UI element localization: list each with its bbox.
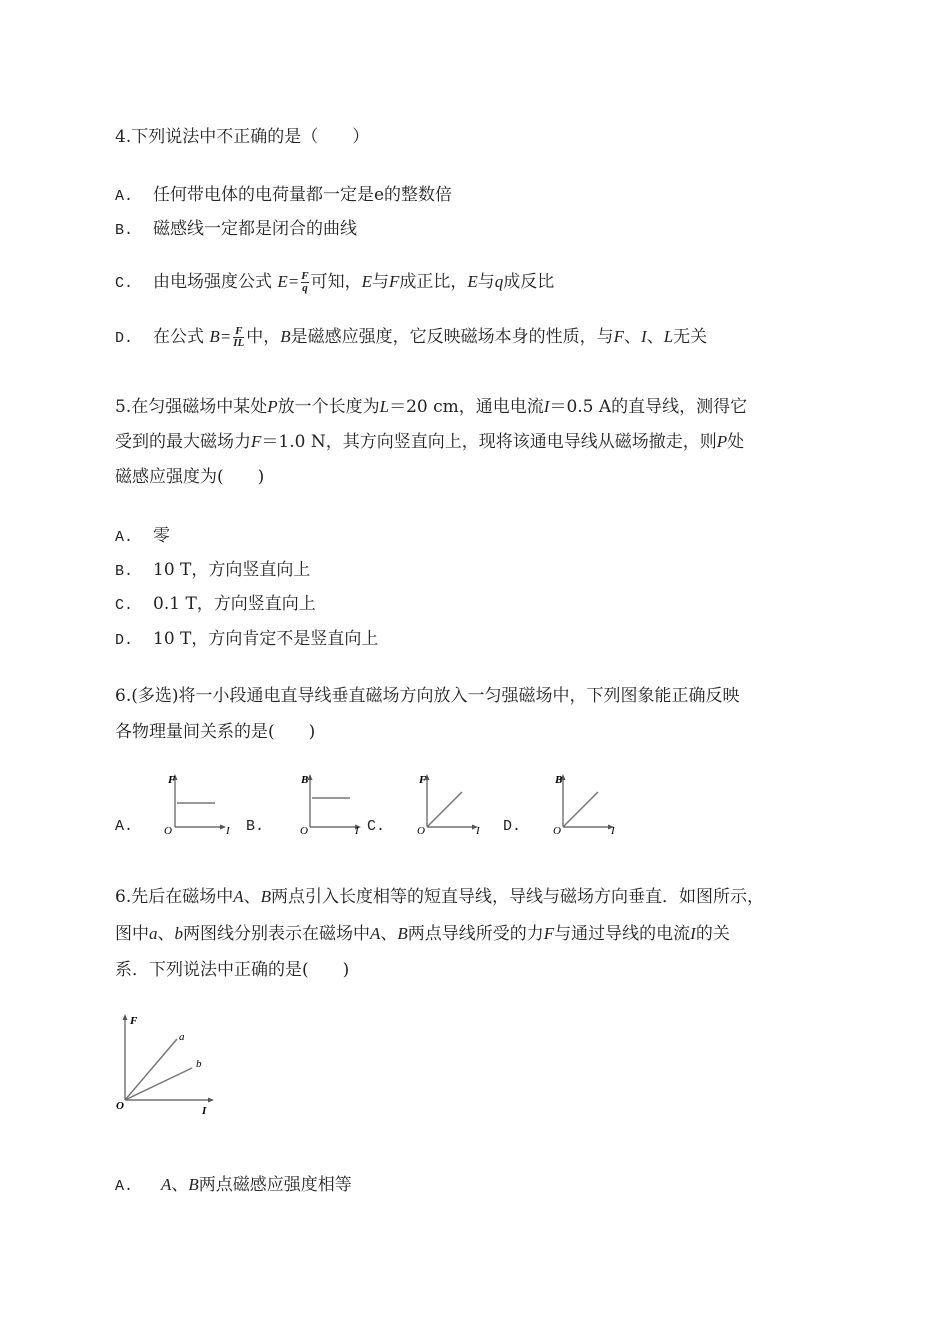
graph-a-x-label: I xyxy=(226,825,230,837)
q5-option-a xyxy=(115,524,170,550)
graph-b-y-label: B xyxy=(301,774,309,786)
option-letter: A. xyxy=(115,1178,134,1195)
q4-option-d: D. 在公式 B= $\frac{F}{IL}$ 中，B是磁感应强度，它反映磁场本身的性质，与F、I、L无关 xyxy=(115,325,708,349)
fraction-f-over-q: $\frac{F}{q}$ xyxy=(301,270,309,294)
option-text: 10 T，方向竖直向上 xyxy=(153,560,311,580)
graph-c xyxy=(412,770,492,840)
graph-line-a xyxy=(125,1039,177,1100)
q4-option-b xyxy=(115,217,357,243)
q4-option-a xyxy=(115,183,452,209)
graph-d-x-label: I xyxy=(611,825,615,837)
q5-stem-line2: 受到的最大磁场力F＝1.0 N，其方向竖直向上，现将该通电导线从磁场撤走，则P处 xyxy=(115,432,745,452)
option-text: 10 T，方向肯定不是竖直向上 xyxy=(153,629,379,649)
graph-x-label: I xyxy=(202,1105,207,1117)
q6a-stem-line1: 6.(多选)将一小段通电直导线垂直磁场方向放入一匀强磁场中，下列图象能正确反映 xyxy=(115,686,740,706)
graph-d-origin-label: O xyxy=(553,825,561,837)
formula-lhs: E= xyxy=(277,272,300,291)
option-letter: D. xyxy=(115,330,134,347)
q5-stem-line1: 5.在匀强磁场中某处P放一个长度为L＝20 cm，通电电流I＝0.5 A的直导线，测得它 xyxy=(115,397,748,417)
graph-line-b xyxy=(125,1068,192,1100)
graph-line-a-label: a xyxy=(179,1031,185,1043)
graph-origin-label: O xyxy=(116,1100,124,1112)
graph-a xyxy=(160,770,240,840)
graph-d xyxy=(548,770,628,840)
option-letter: B. xyxy=(115,222,134,239)
graph-line xyxy=(563,792,598,827)
graph-b-x-label: I xyxy=(355,825,359,837)
q6a-letter-a: A. xyxy=(115,818,134,835)
graph-c-y-label: F xyxy=(419,774,427,786)
option-letter: A. xyxy=(115,529,134,546)
q6a-letter-d: D. xyxy=(503,818,522,835)
q6a-letter-c: C. xyxy=(367,818,386,835)
q5-option-d xyxy=(115,627,378,653)
option-letter: B. xyxy=(115,563,134,580)
graph-b xyxy=(295,770,375,840)
option-text: 任何带电体的电荷量都一定是e的整数倍 xyxy=(153,185,453,205)
q5-option-c xyxy=(115,592,316,618)
text: 在公式 xyxy=(153,327,204,347)
graph-b-origin-label: O xyxy=(300,825,308,837)
graph-c-x-label: I xyxy=(476,825,480,837)
formula-lhs: B= xyxy=(209,327,232,346)
option-letter: A. xyxy=(115,188,134,205)
graph-a-y-label: F xyxy=(168,774,176,786)
graph-d-y-label: B xyxy=(555,774,563,786)
graph-a-origin-label: O xyxy=(164,825,172,837)
q6a-letter-b: B. xyxy=(246,818,265,835)
option-letter: D. xyxy=(115,632,134,649)
fraction-f-over-il: $\frac{F}{IL}$ xyxy=(233,325,245,349)
q6b-stem-line2: 图中a、b两图线分别表示在磁场中A、B两点导线所受的力F与通过导线的电流I的关 xyxy=(115,924,730,944)
option-text: 0.1 T，方向竖直向上 xyxy=(153,594,316,614)
q6a-stem-line2: 各物理量间关系的是( ) xyxy=(115,722,316,742)
q5-option-b xyxy=(115,558,310,584)
q5-stem-line3: 磁感应强度为( ) xyxy=(115,467,265,487)
q6b-option-a: A. A、B两点磁感应强度相等 xyxy=(115,1173,352,1199)
graph-line-b-label: b xyxy=(196,1058,202,1070)
q6b-stem-line3: 系．下列说法中正确的是( ) xyxy=(115,960,350,980)
option-text: 磁感线一定都是闭合的曲线 xyxy=(153,219,357,239)
graph-line xyxy=(427,792,462,827)
option-letter: C. xyxy=(115,597,134,614)
graph-y-label: F xyxy=(130,1015,138,1027)
graph-f-vs-i xyxy=(110,1008,220,1118)
text: 由电场强度公式 xyxy=(153,272,272,292)
q6b-stem-line1: 6.先后在磁场中A、B两点引入长度相等的短直导线，导线与磁场方向垂直．如图所示， xyxy=(115,887,765,907)
q4-option-c: C. 由电场强度公式 E= $\frac{F}{q}$ 可知，E与F成正比，E与q成反比 xyxy=(115,270,555,294)
q4-stem: 4.下列说法中不正确的是（ ） xyxy=(115,127,370,147)
graph-c-origin-label: O xyxy=(417,825,425,837)
option-text: 零 xyxy=(153,526,170,546)
option-letter: C. xyxy=(115,275,134,292)
